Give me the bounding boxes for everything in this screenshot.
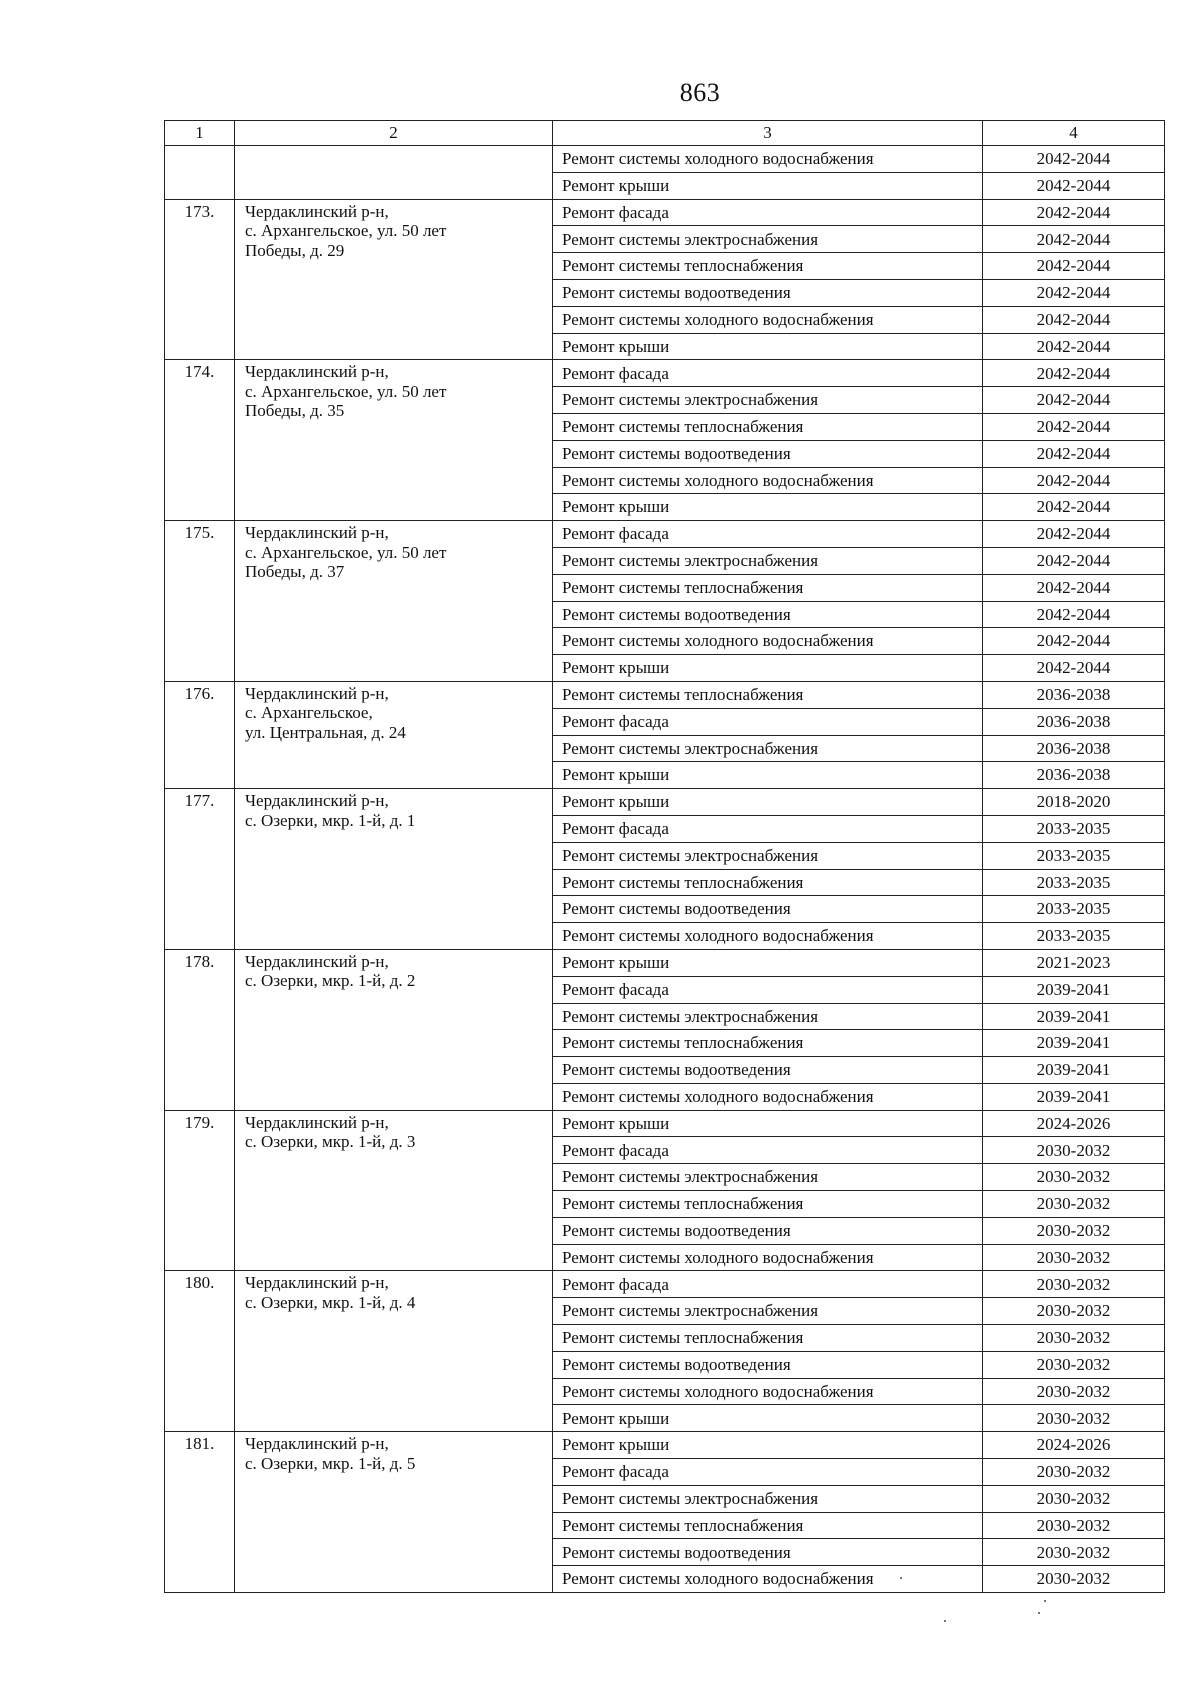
period-cell: 2042-2044 [983, 628, 1165, 655]
period-cell: 2042-2044 [983, 655, 1165, 682]
address-cell [235, 146, 553, 200]
period-cell: 2030-2032 [983, 1566, 1165, 1593]
address-cell: Чердаклинский р-н, с. Озерки, мкр. 1-й, д. 5 [235, 1432, 553, 1593]
work-type-cell: Ремонт системы теплоснабжения [553, 1030, 983, 1057]
period-cell: 2042-2044 [983, 226, 1165, 253]
work-type-cell: Ремонт системы электроснабжения [553, 842, 983, 869]
item-number [165, 146, 235, 200]
work-type-cell: Ремонт крыши [553, 789, 983, 816]
scan-speck [900, 1577, 902, 1579]
scan-speck [944, 1620, 946, 1622]
work-type-cell: Ремонт крыши [553, 333, 983, 360]
work-type-cell: Ремонт крыши [553, 494, 983, 521]
table-row [165, 681, 1165, 708]
period-cell: 2042-2044 [983, 547, 1165, 574]
work-type-cell: Ремонт системы теплоснабжения [553, 681, 983, 708]
work-type-cell: Ремонт системы водоотведения [553, 1539, 983, 1566]
work-type-cell: Ремонт системы теплоснабжения [553, 253, 983, 280]
period-cell: 2036-2038 [983, 708, 1165, 735]
table-row [165, 146, 1165, 173]
period-cell: 2030-2032 [983, 1164, 1165, 1191]
table-row [165, 521, 1165, 548]
work-type-cell: Ремонт фасада [553, 1459, 983, 1486]
period-cell: 2030-2032 [983, 1405, 1165, 1432]
item-number: 177. [165, 789, 235, 950]
table-row [165, 1432, 1165, 1459]
work-type-cell: Ремонт системы теплоснабжения [553, 869, 983, 896]
scan-speck [1044, 1600, 1046, 1602]
work-type-cell: Ремонт системы холодного водоснабжения [553, 306, 983, 333]
header-col-3: 3 [553, 121, 983, 146]
table-row [165, 789, 1165, 816]
table-row [165, 199, 1165, 226]
period-cell: 2033-2035 [983, 815, 1165, 842]
period-cell: 2030-2032 [983, 1217, 1165, 1244]
period-cell: 2030-2032 [983, 1459, 1165, 1486]
period-cell: 2033-2035 [983, 896, 1165, 923]
address-cell: Чердаклинский р-н, с. Архангельское, ул. 50 лет Победы, д. 29 [235, 199, 553, 360]
period-cell: 2030-2032 [983, 1351, 1165, 1378]
work-type-cell: Ремонт системы водоотведения [553, 601, 983, 628]
work-type-cell: Ремонт системы водоотведения [553, 896, 983, 923]
item-number: 174. [165, 360, 235, 521]
period-cell: 2030-2032 [983, 1512, 1165, 1539]
work-type-cell: Ремонт фасада [553, 708, 983, 735]
period-cell: 2030-2032 [983, 1539, 1165, 1566]
period-cell: 2042-2044 [983, 360, 1165, 387]
item-number: 175. [165, 521, 235, 682]
work-type-cell: Ремонт крыши [553, 949, 983, 976]
item-number: 173. [165, 199, 235, 360]
work-type-cell: Ремонт фасада [553, 1271, 983, 1298]
work-type-cell: Ремонт крыши [553, 762, 983, 789]
work-type-cell: Ремонт системы электроснабжения [553, 1164, 983, 1191]
work-type-cell: Ремонт системы водоотведения [553, 1057, 983, 1084]
work-type-cell: Ремонт фасада [553, 199, 983, 226]
work-type-cell: Ремонт крыши [553, 172, 983, 199]
work-type-cell: Ремонт крыши [553, 655, 983, 682]
work-type-cell: Ремонт фасада [553, 521, 983, 548]
period-cell: 2030-2032 [983, 1378, 1165, 1405]
work-type-cell: Ремонт системы теплоснабжения [553, 574, 983, 601]
work-type-cell: Ремонт системы водоотведения [553, 440, 983, 467]
work-type-cell: Ремонт системы холодного водоснабжения [553, 1566, 983, 1593]
address-cell: Чердаклинский р-н, с. Озерки, мкр. 1-й, д. 3 [235, 1110, 553, 1271]
scan-speck [1038, 1612, 1040, 1614]
work-type-cell: Ремонт системы водоотведения [553, 1351, 983, 1378]
table-row [165, 949, 1165, 976]
address-cell: Чердаклинский р-н, с. Архангельское, ул. 50 лет Победы, д. 37 [235, 521, 553, 682]
period-cell: 2036-2038 [983, 681, 1165, 708]
work-type-cell: Ремонт системы электроснабжения [553, 226, 983, 253]
work-type-cell: Ремонт системы водоотведения [553, 279, 983, 306]
work-type-cell: Ремонт системы теплоснабжения [553, 413, 983, 440]
period-cell: 2042-2044 [983, 172, 1165, 199]
period-cell: 2042-2044 [983, 199, 1165, 226]
period-cell: 2039-2041 [983, 1003, 1165, 1030]
work-type-cell: Ремонт системы холодного водоснабжения [553, 467, 983, 494]
work-type-cell: Ремонт системы теплоснабжения [553, 1191, 983, 1218]
work-type-cell: Ремонт системы электроснабжения [553, 735, 983, 762]
period-cell: 2042-2044 [983, 574, 1165, 601]
period-cell: 2030-2032 [983, 1325, 1165, 1352]
period-cell: 2042-2044 [983, 306, 1165, 333]
work-type-cell: Ремонт системы электроснабжения [553, 1003, 983, 1030]
period-cell: 2042-2044 [983, 253, 1165, 280]
table-row [165, 1271, 1165, 1298]
work-type-cell: Ремонт системы водоотведения [553, 1217, 983, 1244]
period-cell: 2030-2032 [983, 1137, 1165, 1164]
period-cell: 2042-2044 [983, 333, 1165, 360]
period-cell: 2030-2032 [983, 1191, 1165, 1218]
work-type-cell: Ремонт системы электроснабжения [553, 1485, 983, 1512]
period-cell: 2042-2044 [983, 467, 1165, 494]
period-cell: 2039-2041 [983, 976, 1165, 1003]
address-cell: Чердаклинский р-н, с. Озерки, мкр. 1-й, д. 2 [235, 949, 553, 1110]
period-cell: 2042-2044 [983, 521, 1165, 548]
work-type-cell: Ремонт фасада [553, 360, 983, 387]
work-type-cell: Ремонт системы электроснабжения [553, 387, 983, 414]
page-number: 863 [679, 78, 721, 107]
work-type-cell: Ремонт системы холодного водоснабжения [553, 1378, 983, 1405]
period-cell: 2042-2044 [983, 413, 1165, 440]
period-cell: 2024-2026 [983, 1432, 1165, 1459]
work-type-cell: Ремонт системы теплоснабжения [553, 1325, 983, 1352]
work-type-cell: Ремонт системы электроснабжения [553, 1298, 983, 1325]
period-cell: 2042-2044 [983, 440, 1165, 467]
period-cell: 2039-2041 [983, 1030, 1165, 1057]
period-cell: 2039-2041 [983, 1057, 1165, 1084]
period-cell: 2018-2020 [983, 789, 1165, 816]
work-type-cell: Ремонт системы холодного водоснабжения [553, 1244, 983, 1271]
address-cell: Чердаклинский р-н, с. Архангельское, ул. Центральная, д. 24 [235, 681, 553, 788]
period-cell: 2042-2044 [983, 387, 1165, 414]
item-number: 180. [165, 1271, 235, 1432]
period-cell: 2042-2044 [983, 601, 1165, 628]
item-number: 179. [165, 1110, 235, 1271]
period-cell: 2033-2035 [983, 842, 1165, 869]
header-col-2: 2 [235, 121, 553, 146]
period-cell: 2042-2044 [983, 494, 1165, 521]
address-cell: Чердаклинский р-н, с. Архангельское, ул. 50 лет Победы, д. 35 [235, 360, 553, 521]
period-cell: 2033-2035 [983, 923, 1165, 950]
period-cell: 2024-2026 [983, 1110, 1165, 1137]
header-row [165, 121, 1165, 146]
work-type-cell: Ремонт крыши [553, 1110, 983, 1137]
period-cell: 2039-2041 [983, 1083, 1165, 1110]
period-cell: 2030-2032 [983, 1298, 1165, 1325]
work-type-cell: Ремонт фасада [553, 1137, 983, 1164]
work-type-cell: Ремонт системы холодного водоснабжения [553, 1083, 983, 1110]
header-col-1: 1 [165, 121, 235, 146]
work-type-cell: Ремонт системы электроснабжения [553, 547, 983, 574]
period-cell: 2042-2044 [983, 279, 1165, 306]
period-cell: 2036-2038 [983, 762, 1165, 789]
table-row [165, 360, 1165, 387]
address-cell: Чердаклинский р-н, с. Озерки, мкр. 1-й, д. 4 [235, 1271, 553, 1432]
work-type-cell: Ремонт системы холодного водоснабжения [553, 146, 983, 173]
period-cell: 2033-2035 [983, 869, 1165, 896]
address-cell: Чердаклинский р-н, с. Озерки, мкр. 1-й, д. 1 [235, 789, 553, 950]
work-type-cell: Ремонт системы теплоснабжения [553, 1512, 983, 1539]
work-type-cell: Ремонт системы холодного водоснабжения [553, 923, 983, 950]
table-body [165, 146, 1165, 1593]
period-cell: 2021-2023 [983, 949, 1165, 976]
period-cell: 2030-2032 [983, 1244, 1165, 1271]
work-type-cell: Ремонт крыши [553, 1432, 983, 1459]
table-header [165, 121, 1165, 146]
table-row [165, 1110, 1165, 1137]
work-type-cell: Ремонт крыши [553, 1405, 983, 1432]
period-cell: 2030-2032 [983, 1271, 1165, 1298]
period-cell: 2030-2032 [983, 1485, 1165, 1512]
period-cell: 2042-2044 [983, 146, 1165, 173]
repair-schedule-table [164, 120, 1165, 1593]
work-type-cell: Ремонт фасада [553, 815, 983, 842]
period-cell: 2036-2038 [983, 735, 1165, 762]
item-number: 176. [165, 681, 235, 788]
header-col-4: 4 [983, 121, 1165, 146]
work-type-cell: Ремонт системы холодного водоснабжения [553, 628, 983, 655]
work-type-cell: Ремонт фасада [553, 976, 983, 1003]
item-number: 178. [165, 949, 235, 1110]
item-number: 181. [165, 1432, 235, 1593]
